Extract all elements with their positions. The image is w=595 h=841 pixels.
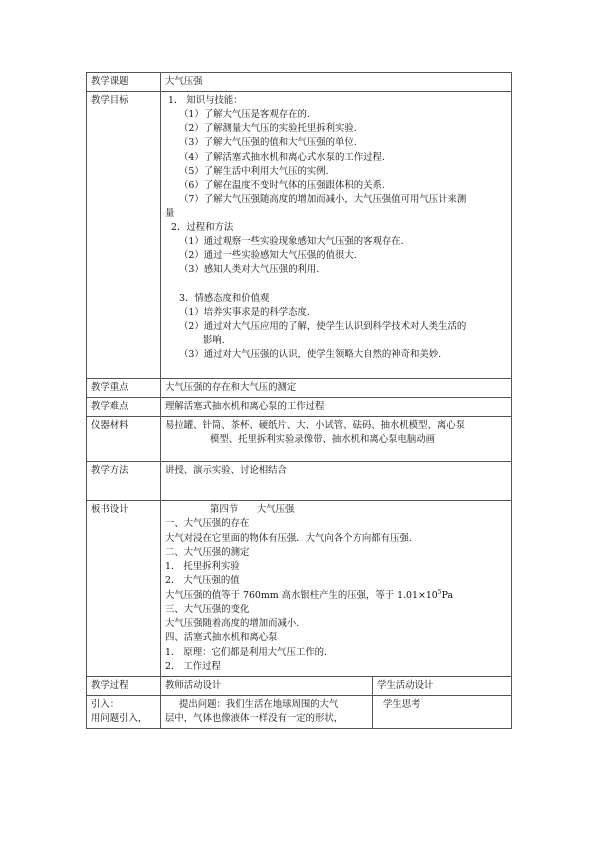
board-row xyxy=(87,501,512,676)
intro-teacher xyxy=(161,695,373,728)
board-line: 四、活塞式抽水机和离心泵 xyxy=(165,632,278,644)
intro-student-text: 学生思考 xyxy=(383,698,421,710)
difficulty-label: 教学难点 xyxy=(87,398,161,417)
goal-item: （3）感知人类对大气压强的利用. xyxy=(179,264,320,276)
goal-item: （2）通过一些实验感知大气压强的值很大. xyxy=(179,250,357,262)
board-content xyxy=(161,501,512,676)
goal-item: （3）通过对大气压强的认识，使学生领略大自然的神奇和美妙. xyxy=(179,348,442,360)
difficulty-value: 理解活塞式抽水机和离心泵的工作过程 xyxy=(161,398,512,417)
student-activity-header: 学生活动设计 xyxy=(373,676,512,695)
board-line: 1． 托里拆利实验 xyxy=(165,560,240,572)
materials-row xyxy=(87,417,512,462)
board-label: 板书设计 xyxy=(87,501,161,676)
board-line: 2． 大气压强的值 xyxy=(165,574,240,586)
key-point-label: 教学重点 xyxy=(87,379,161,398)
teacher-activity-header: 教师活动设计 xyxy=(161,676,373,695)
board-line: 大气对浸在它里面的物体有压强．大气向各个方向都有压强. xyxy=(165,532,412,544)
lesson-plan-table xyxy=(86,72,512,729)
value-text: 大气压强的值等于 760mm 高水银柱产生的压强，等于 1.01×10 xyxy=(165,590,438,602)
board-line: 2． 工作过程 xyxy=(165,660,221,672)
value-exponent: 5 xyxy=(437,588,442,596)
goals-row xyxy=(87,92,512,379)
board-line: 1． 原理：它们都是利用大气压工作的. xyxy=(165,646,327,658)
goal-item: （4）了解活塞式抽水机和离心式水泵的工作过程. xyxy=(179,151,385,163)
spacer xyxy=(165,362,507,376)
intro-teacher-line: 提出问题：我们生活在地球周围的大气 xyxy=(179,698,339,710)
goal-item: （3）了解大气压强的值和大气压强的单位. xyxy=(179,137,357,149)
goal-item-continuation: 量 xyxy=(165,207,175,219)
materials-line: 模型、托里拆利实验录像带、抽水机和离心泵电脑动画 xyxy=(210,434,436,446)
goal-item: （2）了解测量大气压的实验托里拆利实验. xyxy=(179,123,357,135)
intro-label-line: 用问题引入， xyxy=(91,712,148,724)
board-line: 一、大气压强的存在 xyxy=(165,518,250,530)
method-label: 教学方法 xyxy=(87,462,161,501)
materials-label: 仪器材料 xyxy=(87,417,161,462)
goal-item-continuation: 影响. xyxy=(203,334,225,346)
goal-heading-3: 3．情感态度和价值观 xyxy=(179,292,270,304)
topic-value: 大气压强 xyxy=(161,73,512,92)
intro-student xyxy=(373,695,512,728)
goal-item: （1）了解大气压是客观存在的. xyxy=(179,109,310,121)
board-line: 大气压强随着高度的增加而减小. xyxy=(165,618,300,630)
materials-line: 易拉罐、针筒、茶杯、硬纸片、大、小试管、砝码、抽水机模型、离心泵 xyxy=(165,420,466,432)
intro-label-line: 引入： xyxy=(91,698,120,710)
goals-label: 教学目标 xyxy=(87,92,161,379)
goal-heading-2: 2．过程和方法 xyxy=(171,222,234,234)
goal-item: （1）通过观察一些实验现象感知大气压强的客观存在. xyxy=(179,236,404,248)
goals-content xyxy=(161,92,512,379)
board-line: 三、大气压强的变化 xyxy=(165,604,250,616)
board-pressure-value xyxy=(165,588,507,603)
key-point-row xyxy=(87,379,512,398)
spacer xyxy=(165,278,507,292)
value-unit: Pa xyxy=(441,590,454,602)
difficulty-row xyxy=(87,398,512,417)
intro-teacher-line: 层中，气体也像液体一样没有一定的形状， xyxy=(165,712,344,724)
goal-item: （7）了解大气压强随高度的增加而减小，大气压强值可用气压计来测 xyxy=(179,193,467,205)
goal-item: （6）了解在温度不变时气体的压强跟体积的关系. xyxy=(179,179,385,191)
method-value: 讲授、演示实验、讨论相结合 xyxy=(161,462,512,501)
board-title: 第四节 大气压强 xyxy=(210,504,295,516)
board-line: 二、大气压强的测定 xyxy=(165,546,250,558)
key-point-value: 大气压强的存在和大气压的测定 xyxy=(161,379,512,398)
goal-item: （1）培养实事求是的科学态度. xyxy=(179,306,310,318)
goal-item: （5）了解生活中利用大气压的实例. xyxy=(179,165,329,177)
materials-value xyxy=(161,417,512,462)
goal-heading-1: 1． 知识与技能： xyxy=(168,95,243,107)
process-label: 教学过程 xyxy=(87,676,161,695)
intro-label xyxy=(87,695,161,728)
process-header-row xyxy=(87,676,512,695)
topic-label: 教学课题 xyxy=(87,73,161,92)
goal-item: （2）通过对大气压应用的了解，使学生认识到科学技术对人类生活的 xyxy=(179,320,467,332)
intro-row xyxy=(87,695,512,728)
method-row xyxy=(87,462,512,501)
topic-row xyxy=(87,73,512,92)
